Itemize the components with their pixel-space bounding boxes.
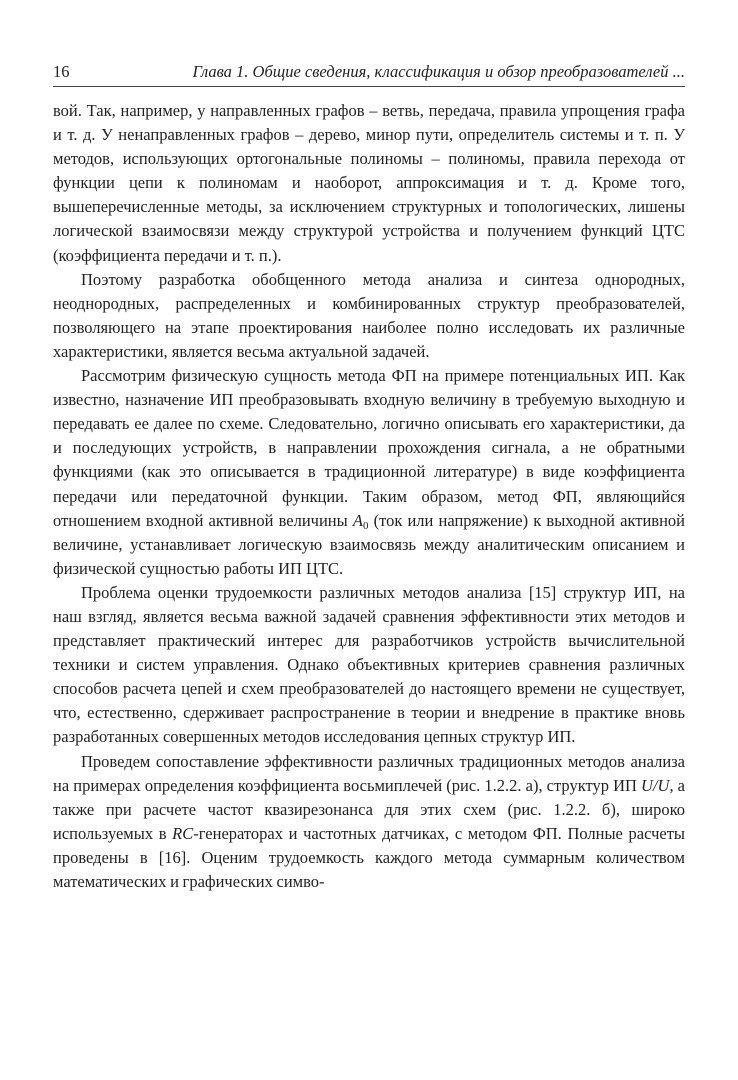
page-number: 16 [53, 62, 70, 81]
paragraph-5 [53, 750, 685, 895]
running-title: Глава 1. Общие сведения, классификация и обзор преобразователей ... [192, 62, 685, 81]
paragraph-5-text-b: , а также при расчете частот квазирезонанса для этих схем (рис. 1.2.2. б), широко используемых в [53, 775, 686, 843]
paragraph-5-text-a: Проведем сопоставление эффективности различных традиционных методов анализа на примерах определения коэффициента восьмиплечей (рис. 1.2.2. а), структур ИП [53, 751, 685, 795]
paragraph-4: Проблема оценки трудоемкости различных методов анализа [15] структур ИП, на наш взгляд, является весьма важной задачей сравнения эффективности этих методов и представляет практический интерес для разработчиков устройств вычислительной техники и систем управления. Однако объективных критериев сравнения различных способов расчета цепей и схем преобразователей до настоящего времени не существует, что, естественно, сдерживает распространение в теории и внедрение в практике вновь разработанных совершенных методов исследования цепных структур ИП. [53, 582, 685, 747]
paragraph-2: Поэтому разработка обобщенного метода анализа и синтеза однородных, неоднородных, распределенных и комбинированных структур преобразователей, позволяющего на этапе проектирования наиболее полно исследовать их различные характеристики, является весьма актуальной задачей. [53, 269, 685, 361]
paragraph-5-text-c: -генераторах и частотных датчиках, с методом ФП. Полные расчеты проведены в [16]. Оценим трудоемкость каждого метода суммарным количеством математических и графических симво- [53, 823, 685, 891]
paragraph-1: вой. Так, например, у направленных графов – ветвь, передача, правила упрощения графа и т. д. У ненаправленных графов – дерево, минор пути, определитель системы и т. п. У методов, использующих ортогональные полиномы – полиномы, правила перехода от функции цепи к полиномам и наоборот, аппроксимация и т. д. Кроме того, вышеперечисленные методы, за исключением структурных и топологических, лишены логической взаимосвязи между структурой устройства и получением функций ЦТС (коэффициента передачи и т. п.). [53, 101, 685, 265]
paragraph-3-text-b: (ток или напряжение) к выходной активной величине, устанавливает логическую взаимосвязь между аналитическим описанием и физической сущностью работы ИП ЦТС. [53, 510, 685, 578]
paragraph-3-text-a: Рассмотрим физическую сущность метода ФП на примере потенциальных ИП. Как известно, назначение ИП преобразовывать входную величину в требуемую выходную и передавать ее далее по схеме. Следовательно, логично описывать его характеристики, да и последующих устройств, в направлении прохождения сигнала, а не обратными функциями (как это описывается в традиционной литературе) в виде коэффициента передачи или передаточной функции. Таким образом, метод ФП, являющийся отношением входной активной величины [53, 366, 685, 530]
variable-uu: U/U [641, 775, 670, 795]
variable-rc: RC [172, 823, 194, 843]
variable-a-subscript: 0 [362, 519, 369, 532]
page-header [53, 60, 685, 87]
variable-a: A [352, 510, 363, 530]
paragraph-3 [53, 364, 685, 581]
body-text [53, 99, 685, 894]
